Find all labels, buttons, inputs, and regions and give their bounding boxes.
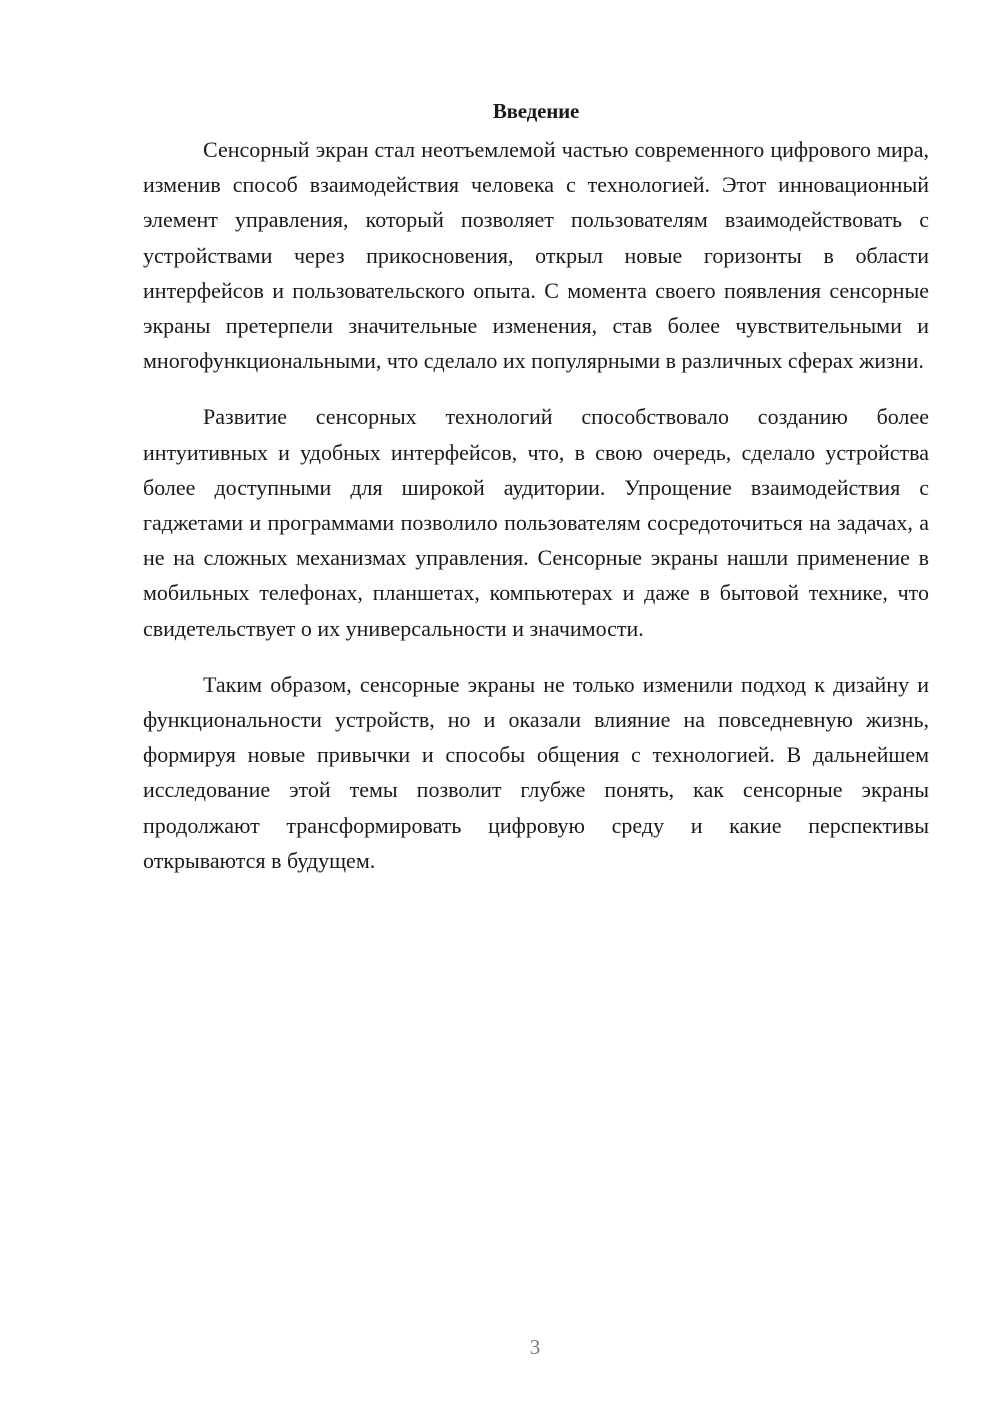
- page-number: 3: [529, 1335, 541, 1359]
- paragraph-1: Сенсорный экран стал неотъемлемой частью современного цифрового мира, изменив способ взаимодействия человека с технологией. Этот инновационный элемент управления, который позволяет пользователям взаимодействовать с устройствами через прикосновения, открыл новые горизонты в области интерфейсов и пользовательского опыта. С момента своего появления сенсорные экраны претерпели значительные изменения, став более чувствительными и многофункциональными, что сделало их популярными в различных сферах жизни.: [143, 137, 929, 374]
- page-content: [143, 96, 929, 899]
- paragraph-2: Развитие сенсорных технологий способствовало созданию более интуитивных и удобных интерфейсов, что, в свою очередь, сделало устройства более доступными для широкой аудитории. Упрощение взаимодействия с гаджетами и программами позволило пользователям сосредоточиться на задачах, а не на сложных механизмах управления. Сенсорные экраны нашли применение в мобильных телефонах, планшетах, компьютерах и даже в бытовой технике, что свидетельствует о их универсальности и значимости.: [143, 404, 929, 641]
- paragraph-3: Таким образом, сенсорные экраны не только изменили подход к дизайну и функциональности устройств, но и оказали влияние на повседневную жизнь, формируя новые привычки и способы общения с технологией. В дальнейшем исследование этой темы позволит глубже понять, как сенсорные экраны продолжают трансформировать цифровую среду и какие перспективы открываются в будущем.: [143, 671, 929, 873]
- section-heading: Введение: [492, 99, 580, 123]
